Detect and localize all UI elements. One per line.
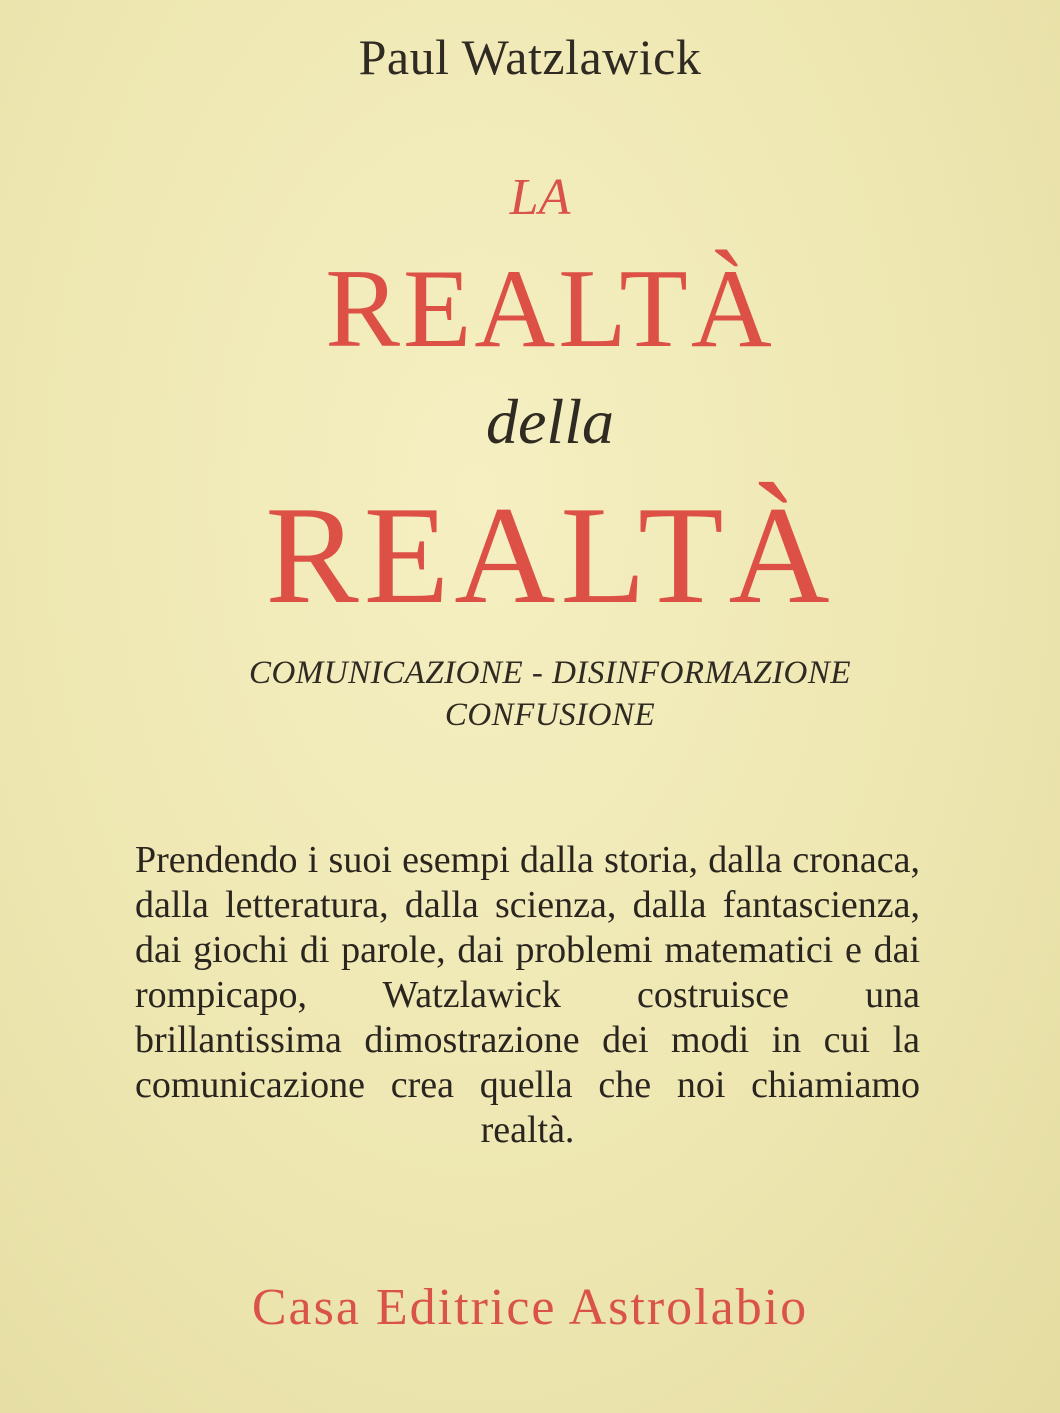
title-word-realta-2: REALTÀ [265,478,835,633]
title-word-della: della [486,386,614,457]
author-name: Paul Watzlawick [358,29,702,85]
subtitle-line-1: COMUNICAZIONE - DISINFORMAZIONE [248,655,852,691]
title-word-realta-1: REALTÀ [325,247,775,371]
subtitle [0,652,1060,736]
cover-blurb: Prendendo i suoi esempi dalla storia, dalla cronaca, dalla letteratura, dalla scienza, dalla fantascienza, dai giochi di parole, dai problemi matematici e dai rompicapo, Watzlawick costruisce una brillantissima dimostrazione dei modi in cui la comunicazione crea quella che noi chiamiamo realtà. [135,839,920,1151]
subtitle-line-2: CONFUSIONE [444,697,656,733]
title-article: LA [509,169,571,226]
publisher-name: Casa Editrice Astrolabio [251,1279,809,1336]
